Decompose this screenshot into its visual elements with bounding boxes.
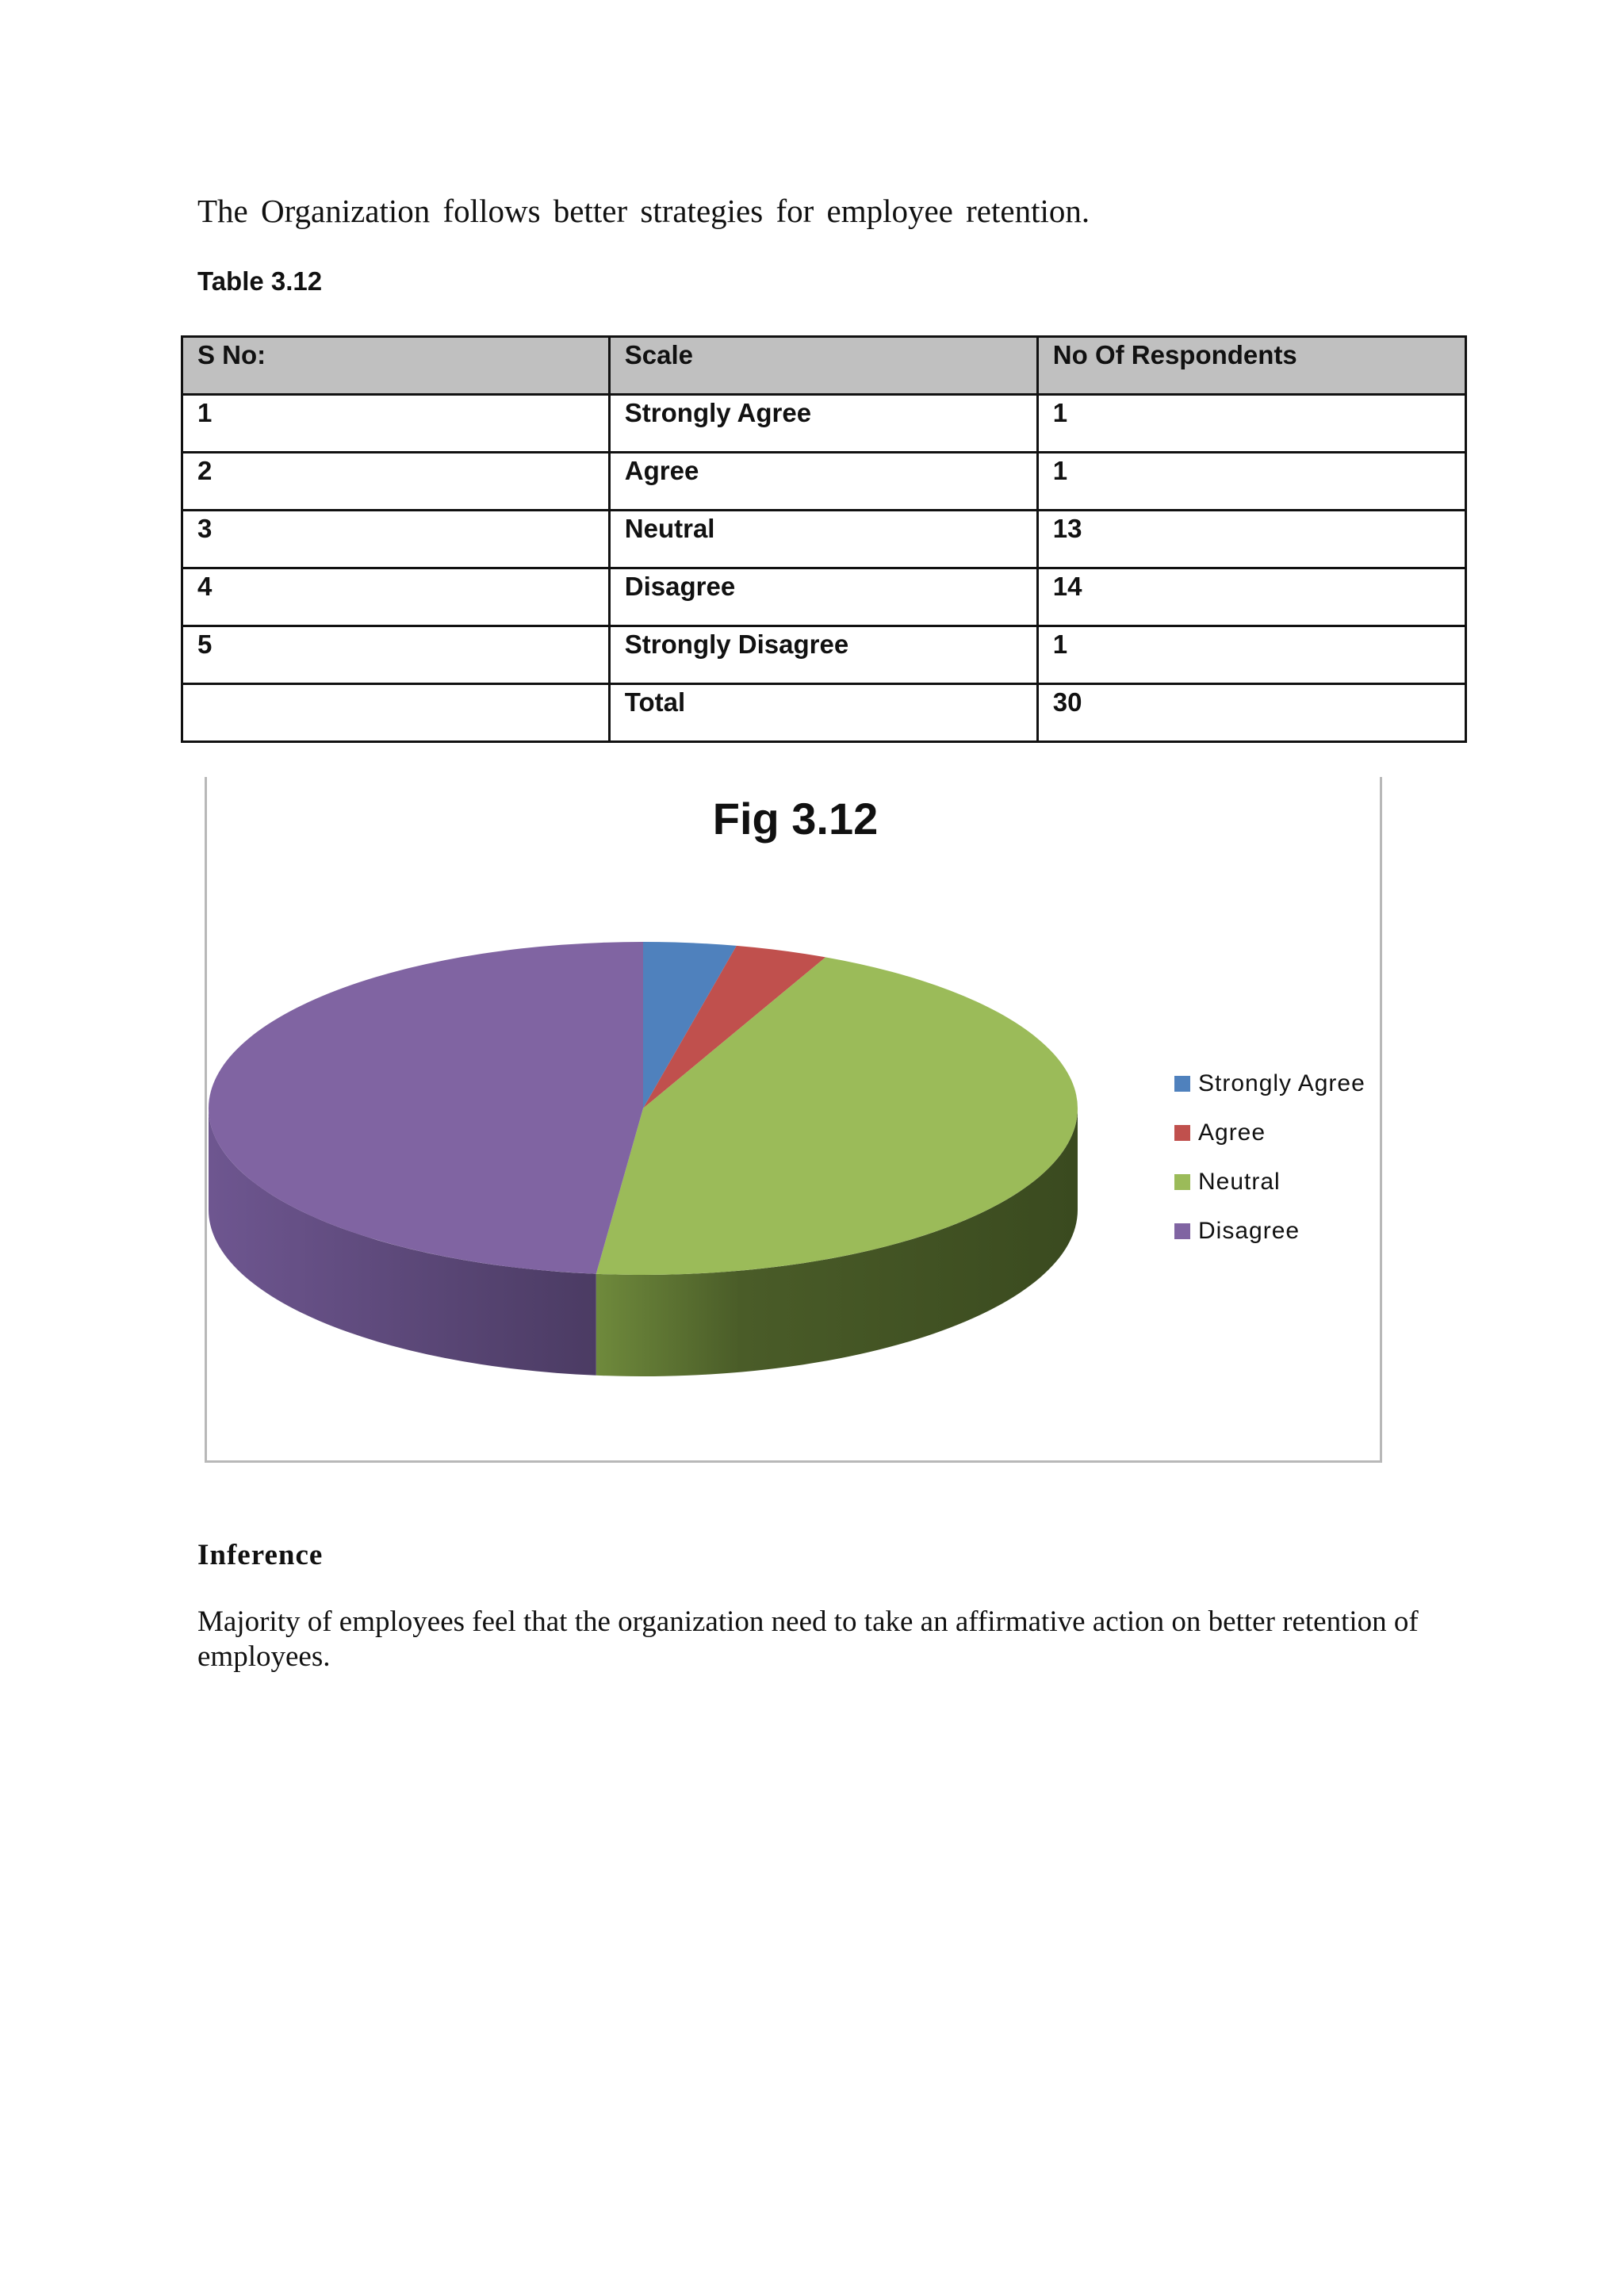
cell-respondents: 1	[1037, 395, 1465, 453]
table-row	[182, 626, 1466, 684]
legend-swatch-strongly-agree	[1174, 1076, 1190, 1092]
cell-total-value: 30	[1037, 684, 1465, 742]
table-header-row	[182, 337, 1466, 395]
header-sno: S No:	[182, 337, 610, 395]
cell-scale: Neutral	[609, 511, 1037, 568]
legend-swatch-neutral	[1174, 1174, 1190, 1190]
table-row	[182, 453, 1466, 511]
cell-sno: 1	[182, 395, 610, 453]
legend-label-neutral: Neutral	[1198, 1169, 1281, 1195]
cell-scale: Disagree	[609, 568, 1037, 626]
pie-chart	[207, 777, 1380, 1460]
cell-sno	[182, 684, 610, 742]
cell-sno: 4	[182, 568, 610, 626]
intro-text: The Organization follows better strategies for employee retention.	[197, 193, 1090, 229]
cell-scale: Strongly Agree	[609, 395, 1037, 453]
table-total-row	[182, 684, 1466, 742]
pie-chart-frame	[205, 777, 1382, 1463]
chart-title: Fig 3.12	[712, 794, 879, 844]
cell-respondents: 1	[1037, 626, 1465, 684]
cell-sno: 2	[182, 453, 610, 511]
inference-title: Inference	[197, 1539, 324, 1571]
respondents-table	[181, 335, 1467, 743]
table-row	[182, 568, 1466, 626]
cell-sno: 5	[182, 626, 610, 684]
legend-label-disagree: Disagree	[1198, 1218, 1300, 1244]
header-scale: Scale	[609, 337, 1037, 395]
inference-text: Majority of employees feel that the organization need to take an affirmative action on better retention of employees.	[197, 1605, 1419, 1673]
legend-swatch-disagree	[1174, 1223, 1190, 1239]
legend-label-strongly-agree: Strongly Agree	[1198, 1070, 1365, 1096]
cell-scale: Strongly Disagree	[609, 626, 1037, 684]
cell-sno: 3	[182, 511, 610, 568]
header-respondents: No Of Respondents	[1037, 337, 1465, 395]
cell-respondents: 1	[1037, 453, 1465, 511]
table-row	[182, 511, 1466, 568]
table-row	[182, 395, 1466, 453]
cell-respondents: 14	[1037, 568, 1465, 626]
table-title: Table 3.12	[197, 266, 323, 296]
cell-respondents: 13	[1037, 511, 1465, 568]
cell-scale: Agree	[609, 453, 1037, 511]
cell-total-label: Total	[609, 684, 1037, 742]
legend-label-agree: Agree	[1198, 1119, 1266, 1146]
legend-swatch-agree	[1174, 1125, 1190, 1141]
